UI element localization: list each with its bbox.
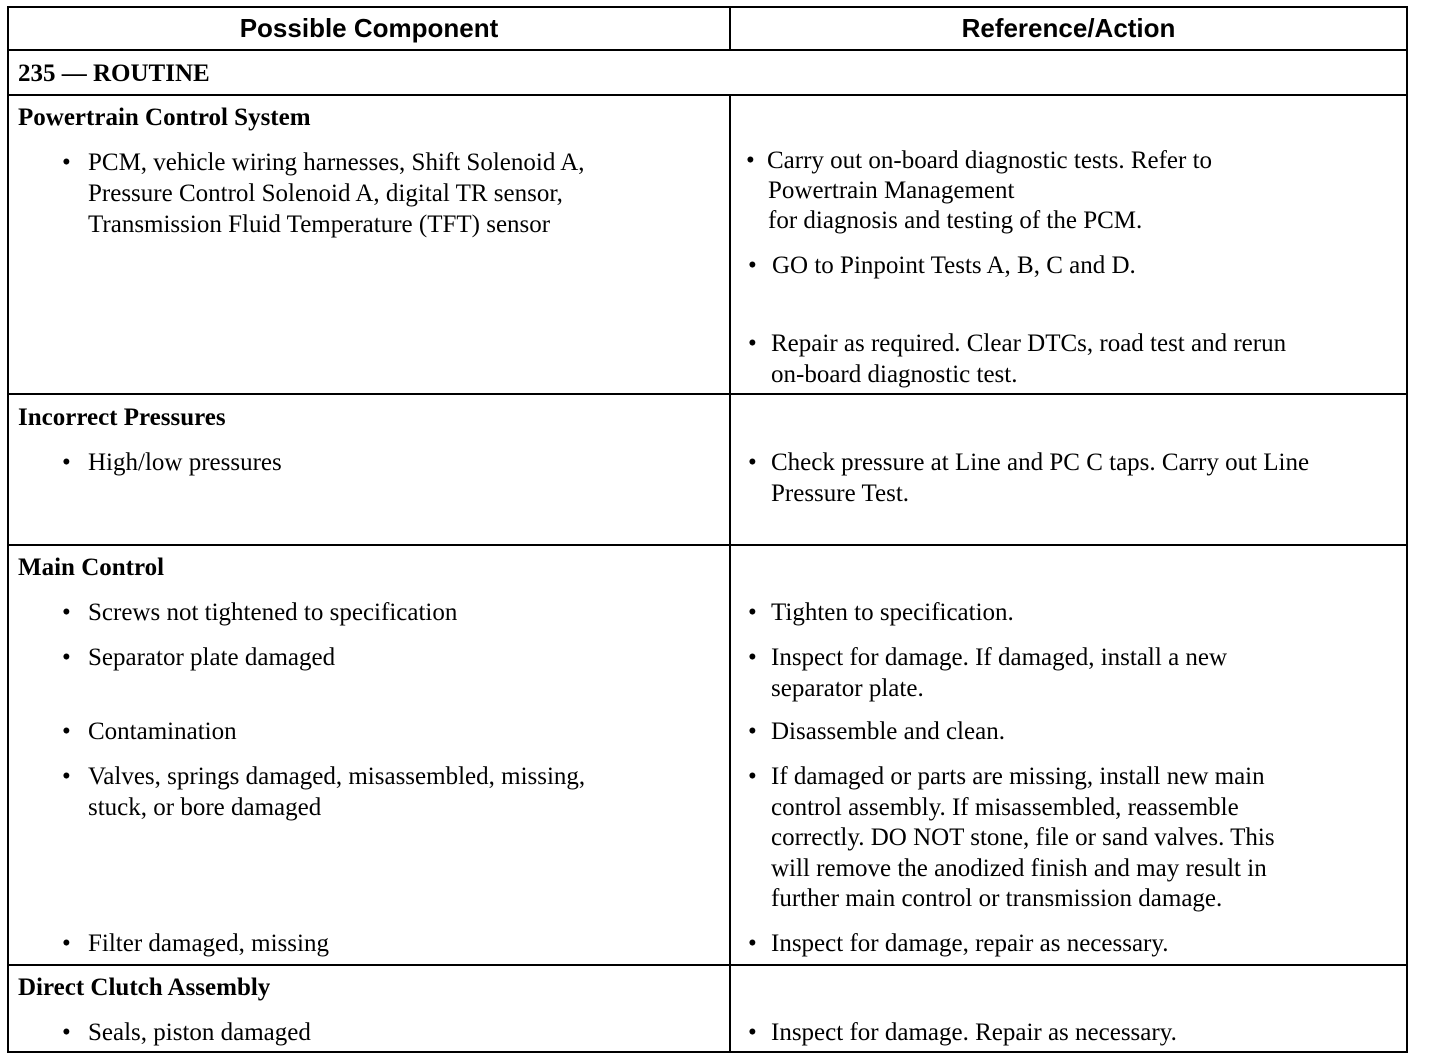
header-divider (7, 49, 1408, 51)
bullet: • (62, 599, 71, 626)
bullet: • (62, 930, 71, 957)
component-line: Screws not tightened to specification (88, 599, 458, 626)
bullet: • (748, 930, 757, 957)
bullet: • (748, 763, 757, 790)
table-border-bottom (7, 1051, 1408, 1053)
row-divider (7, 393, 1408, 395)
header-possible-component: Possible Component (239, 13, 499, 43)
bullet: • (748, 252, 757, 279)
bullet: • (748, 644, 757, 671)
action-line: Pressure Test. (771, 480, 910, 507)
action-line: further main control or transmission damage. (771, 885, 1223, 912)
action-line: If damaged or parts are missing, install new main (771, 763, 1265, 790)
bullet: • (62, 449, 71, 476)
action-line: Tighten to specification. (771, 599, 1014, 626)
action-line: Inspect for damage, repair as necessary. (771, 930, 1169, 957)
action-line: Inspect for damage. Repair as necessary. (771, 1019, 1177, 1046)
bullet: • (62, 1019, 71, 1046)
component-line: Seals, piston damaged (88, 1019, 311, 1046)
bullet: • (746, 147, 755, 174)
action-line: control assembly. If misassembled, reassemble (771, 794, 1239, 821)
section-title: Direct Clutch Assembly (18, 974, 271, 1001)
component-line: Separator plate damaged (88, 644, 336, 671)
row-divider (7, 94, 1408, 96)
action-line: GO to Pinpoint Tests A, B, C and D. (772, 252, 1136, 279)
component-line: Transmission Fluid Temperature (TFT) sensor (88, 211, 551, 238)
bullet: • (62, 763, 71, 790)
section-title: Incorrect Pressures (18, 404, 226, 431)
action-line: Disassemble and clean. (771, 718, 1005, 745)
component-line: High/low pressures (88, 449, 282, 476)
header-reference-action: Reference/Action (961, 13, 1176, 43)
action-line: separator plate. (771, 675, 924, 702)
action-line: for diagnosis and testing of the PCM. (768, 207, 1143, 234)
action-line: Check pressure at Line and PC C taps. Carry out Line (771, 449, 1310, 476)
column-divider (729, 94, 731, 1053)
component-line: Contamination (88, 718, 237, 745)
row-divider (7, 544, 1408, 546)
action-line: correctly. DO NOT stone, file or sand valves. This (771, 824, 1275, 851)
section-title: Powertrain Control System (18, 104, 311, 131)
table-border-left (7, 6, 9, 1053)
action-line: Powertrain Management (768, 177, 1015, 204)
component-line: Pressure Control Solenoid A, digital TR sensor, (88, 180, 563, 207)
bullet: • (748, 599, 757, 626)
component-line: Valves, springs damaged, misassembled, missing, (88, 763, 586, 790)
section-title: Main Control (18, 554, 165, 581)
component-line: Filter damaged, missing (88, 930, 329, 957)
table-border-top (7, 6, 1408, 8)
action-line: on-board diagnostic test. (771, 361, 1018, 388)
action-line: Carry out on-board diagnostic tests. Refer to (767, 147, 1213, 174)
code-row-label: 235 — ROUTINE (18, 60, 210, 87)
component-line: stuck, or bore damaged (88, 794, 322, 821)
bullet: • (748, 1019, 757, 1046)
bullet: • (62, 718, 71, 745)
bullet: • (748, 449, 757, 476)
bullet: • (62, 644, 71, 671)
table-border-right (1406, 6, 1408, 1053)
bullet: • (62, 149, 71, 176)
action-line: Inspect for damage. If damaged, install a new (771, 644, 1228, 671)
action-line: will remove the anodized finish and may result in (771, 855, 1267, 882)
bullet: • (748, 718, 757, 745)
action-line: Repair as required. Clear DTCs, road test and rerun (771, 330, 1287, 357)
component-line: PCM, vehicle wiring harnesses, Shift Solenoid A, (88, 149, 585, 176)
row-divider (7, 964, 1408, 966)
bullet: • (748, 330, 757, 357)
